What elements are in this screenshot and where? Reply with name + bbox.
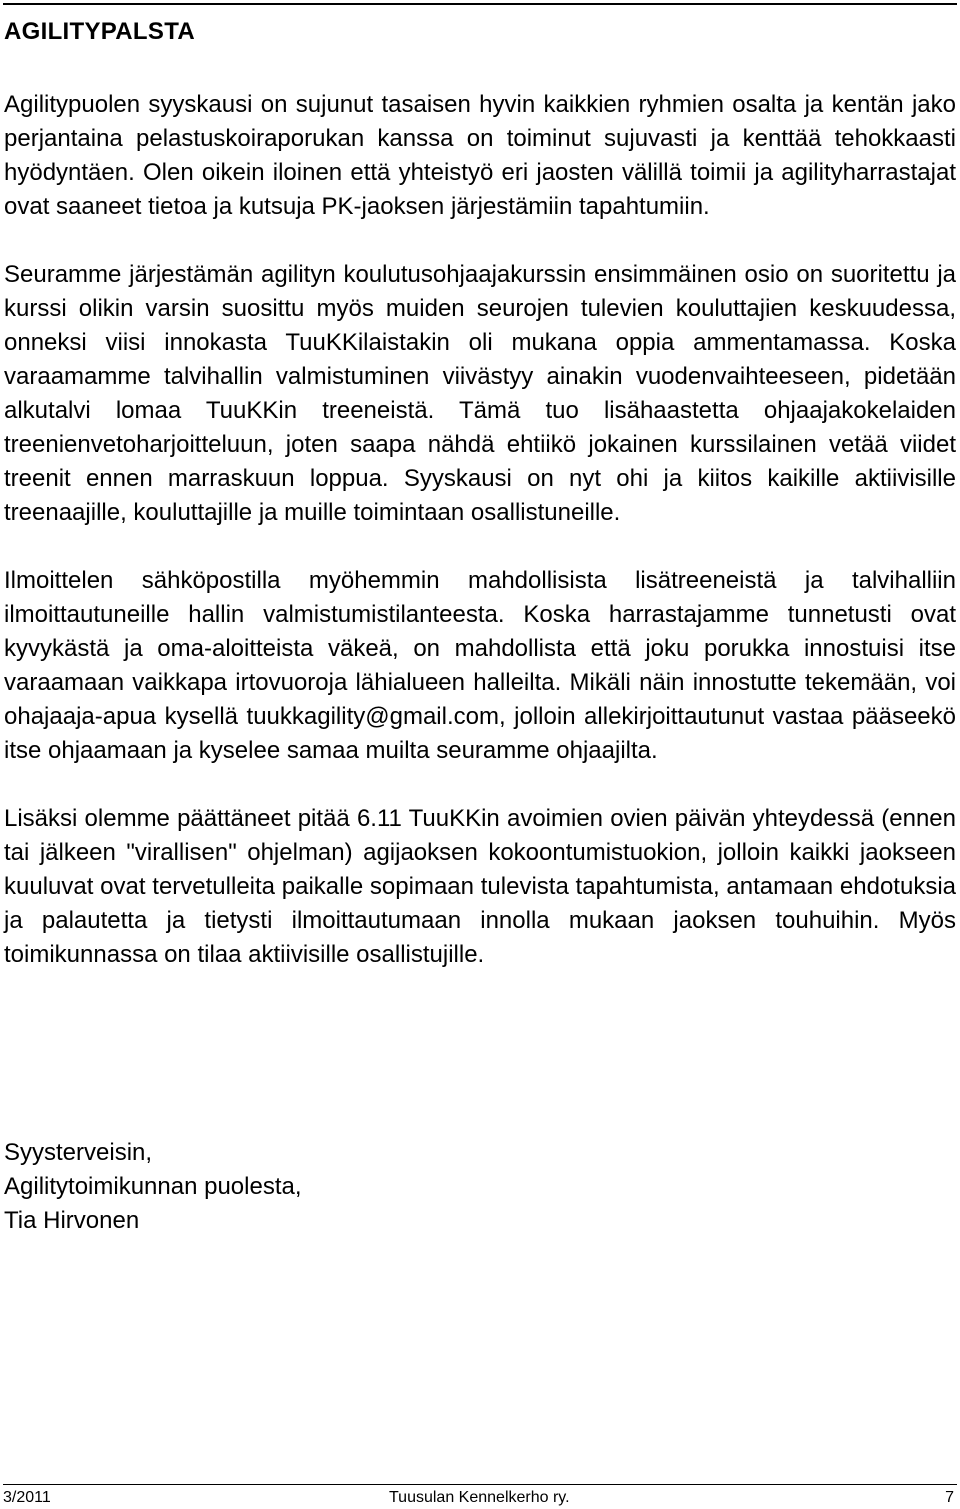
paragraph-intro: Agilitypuolen syyskausi on sujunut tasaisen hyvin kaikkien ryhmien osalta ja kentän jako perjantaina pelastuskoiraporukan kanssa on toiminut sujuvasti ja kenttää tehokkaasti hyödyntäen. Olen oikein iloinen että yhteistyö eri jaosten välillä toimii ja agilityharrastajat ovat saaneet tietoa ja kutsuja PK-jaoksen järjestämiin tapahtumiin.	[4, 91, 956, 220]
paragraph-course: Seuramme järjestämän agilityn koulutusohjaajakurssin ensimmäinen osio on suoritettu ja kurssi olikin varsin suosittu myös muiden seurojen tulevien kouluttajien keskuudessa, onneksi viisi innokasta TuuKKilaistakin oli mukana oppia ammentamassa. Koska varaamamme talvihallin valmistuminen viivästyy ainakin vuodenvaihteeseen, pidetään alkutalvi lomaa TuuKKin treeneistä. Tämä tuo lisähaastetta ohjaajakokelaiden treenienvetoharjoitteluun, joten saapa nähdä ehtiikö jokainen kurssilainen vetää viidet treenit ennen marraskuun loppua. Syyskausi on nyt ohi ja kiitos kaikille aktiivisille treenaajille, kouluttajille ja muille toimintaan osallistuneille.	[4, 261, 956, 526]
top-rule	[3, 3, 957, 5]
article-body	[4, 88, 956, 1006]
paragraph-extra-training: Ilmoittelen sähköpostilla myöhemmin mahdollisista lisätreeneistä ja talvihalliin ilmoittautuneille hallin valmistumistilanteesta. Koska harrastajamme tunnetusti ovat kyvykästä ja oma-aloitteista väkeä, on mahdollista että joku porukka innostuisi itse varaamaan vaikkapa irtovuoroja lähialueen halleilta. Mikäli näin innostutte tekemään, voi ohajaaja-apua kysellä tuukkagility@gmail.com, jolloin allekirjoittautunut vastaa pääseekö itse ohjaamaan ja kyselee samaa muilta seuramme ohjaajilta.	[4, 567, 956, 764]
page-footer	[3, 1489, 954, 1507]
footer-issue: 3/2011	[3, 1489, 51, 1506]
paragraph-open-doors: Lisäksi olemme päättäneet pitää 6.11 TuuKKin avoimien ovien päivän yhteydessä (ennen tai jälkeen "virallisen" ohjelman) agijaoksen kokoontumistuokion, jolloin kaikki jaokseen kuuluvat ovat tervetulleita paikalle sopimaan tulevista tapahtumista, antamaan ehdotuksia ja palautetta ja tietysti ilmoittautumaan innolla mukaan jaoksen touhuihin. Myös toimikunnassa on tilaa aktiivisille osallistujille.	[4, 805, 956, 968]
signoff-greeting: Syysterveisin,	[4, 1139, 153, 1166]
page-title: AGILITYPALSTA	[4, 18, 196, 45]
signoff-author: Tia Hirvonen	[4, 1207, 140, 1234]
footer-rule	[3, 1484, 957, 1485]
footer-page-number: 7	[945, 1489, 954, 1506]
signoff-on-behalf: Agilitytoimikunnan puolesta,	[4, 1173, 302, 1200]
signoff	[4, 1136, 302, 1238]
footer-publisher: Tuusulan Kennelkerho ry.	[389, 1489, 570, 1506]
